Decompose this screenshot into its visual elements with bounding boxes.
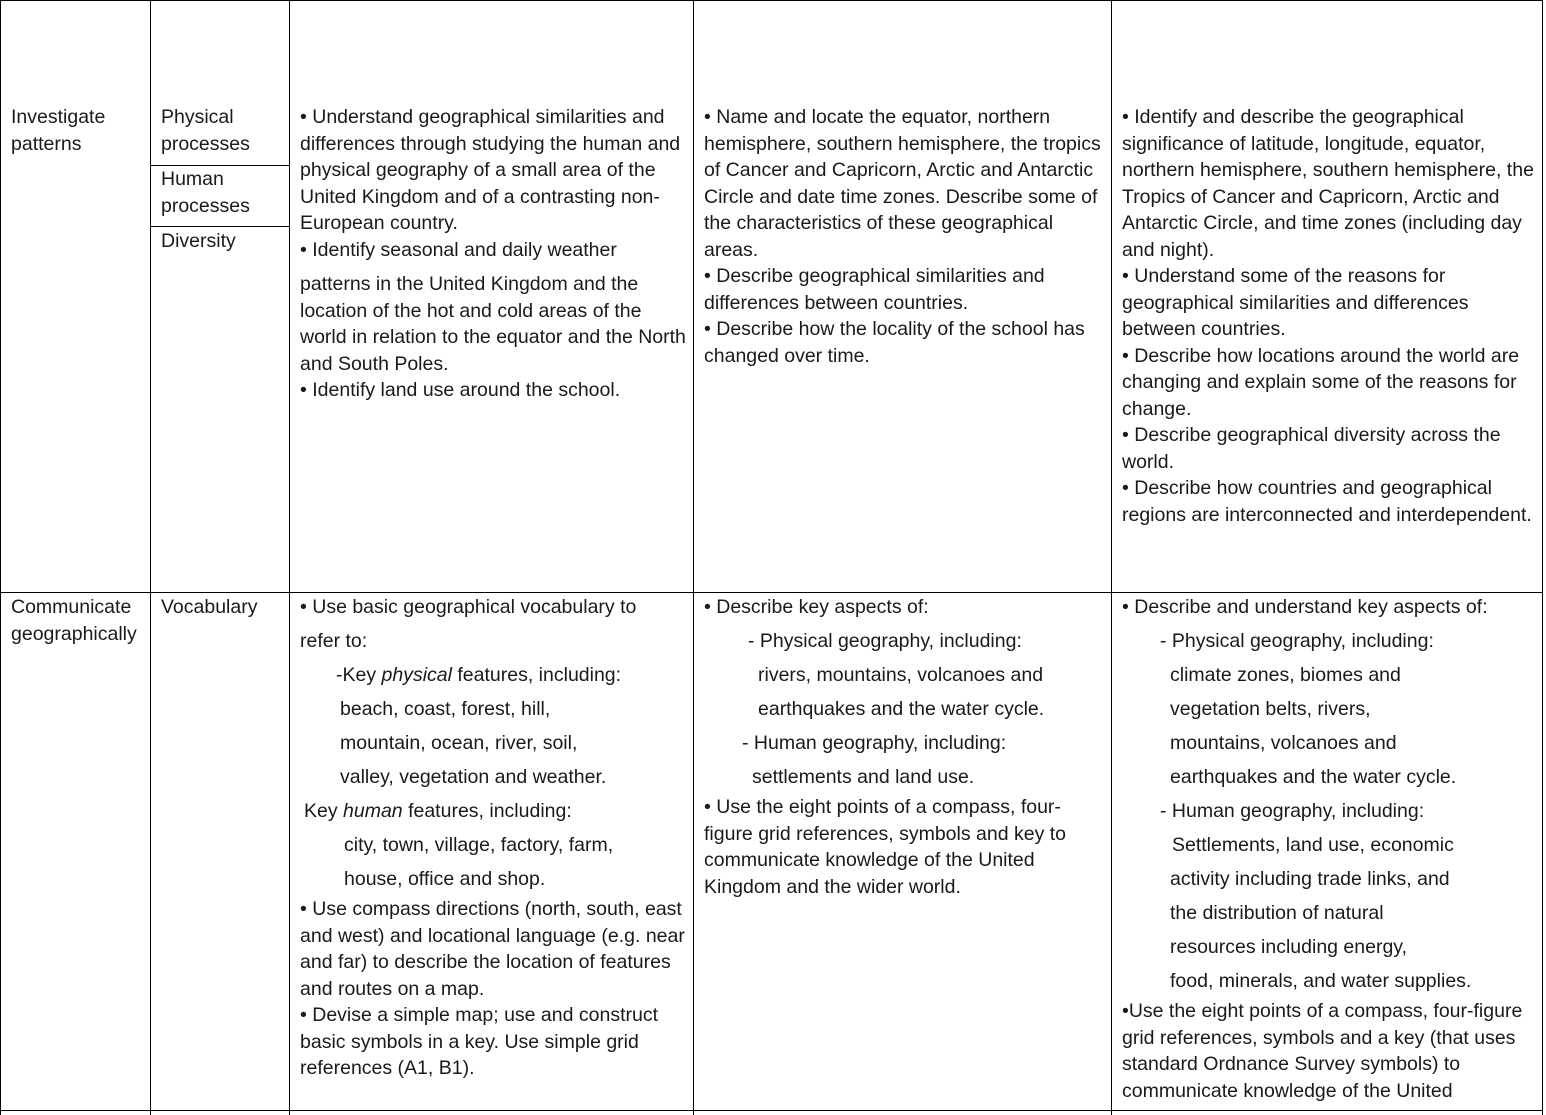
sub-item-label: Physical processes: [161, 106, 250, 155]
objective-line: rivers, mountains, volcanoes and: [758, 664, 1044, 686]
objective-line: resources including energy,: [1170, 936, 1408, 958]
sub-item: [161, 594, 285, 621]
objective-bullet-continued: patterns in the United Kingdom and the location of the hot and cold areas of the world in relation to the equator and the North and South Poles.: [300, 273, 686, 375]
objective-line: beach, coast, forest, hill,: [340, 698, 551, 720]
column-divider: [1111, 0, 1112, 1115]
table-border-bottom: [0, 1110, 1543, 1111]
sub-item-label: Diversity: [161, 230, 236, 252]
row-heading-text: Communicate geographically: [11, 596, 137, 645]
objective-line: settlements and land use.: [752, 766, 975, 788]
sub-item-label: Vocabulary: [161, 596, 258, 618]
objectives-cell-ks1: [300, 590, 686, 1082]
objective-line: city, town, village, factory, farm,: [344, 834, 614, 856]
objectives-cell-ks1: [300, 104, 686, 404]
objective-bullet: • Describe geographical similarities and differences between countries.: [704, 265, 1045, 314]
objective-bullet: • Understand some of the reasons for geographical similarities and differences between countries.: [1122, 265, 1469, 340]
objective-line: - Human geography, including:: [742, 732, 1007, 754]
objectives-cell-uks2: [1122, 104, 1536, 528]
objective-line: Settlements, land use, economic: [1172, 834, 1454, 856]
objective-line: mountain, ocean, river, soil,: [340, 732, 578, 754]
objective-line: [300, 794, 686, 828]
objective-bullet: • Describe how the locality of the school has changed over time.: [704, 318, 1085, 367]
line-text: -Key: [336, 664, 382, 686]
objective-line: refer to:: [300, 630, 368, 652]
objective-line: vegetation belts, rivers,: [1170, 698, 1371, 720]
table-border-right: [1542, 0, 1543, 1115]
sub-item: [161, 166, 285, 219]
emphasis-text: physical: [381, 664, 452, 686]
objective-line: valley, vegetation and weather.: [340, 766, 607, 788]
objective-line: house, office and shop.: [344, 868, 546, 890]
objective-bullet: • Use compass directions (north, south, east and west) and locational language (e.g. near and far) to describe the location of features and routes on a map.: [300, 898, 685, 1000]
objective-line: mountains, volcanoes and: [1170, 732, 1397, 754]
objective-line: earthquakes and the water cycle.: [1170, 766, 1457, 788]
objective-bullet: • Describe and understand key aspects of:: [1122, 596, 1488, 618]
line-text: Key: [304, 800, 344, 822]
sub-item: [161, 228, 285, 255]
objectives-cell-uks2: [1122, 590, 1536, 1104]
emphasis-text: human: [343, 800, 403, 822]
objective-line: climate zones, biomes and: [1170, 664, 1401, 686]
table-border-top: [0, 0, 1543, 1]
objective-bullet: • Identify and describe the geographical significance of latitude, longitude, equator, northern hemisphere, southern hemisphere, the Tropics of Cancer and Capricorn, Arctic and Antarctic Circle, and time zones (including day and night).: [1122, 106, 1534, 261]
objective-bullet: • Understand geographical similarities and differences through studying the human and physical geography of a small area of the United Kingdom and of a contrasting non-European country.: [300, 106, 681, 234]
objectives-cell-lks2: [704, 590, 1104, 900]
sub-item: [161, 104, 285, 157]
objective-line: earthquakes and the water cycle.: [758, 698, 1045, 720]
objective-bullet: • Describe how countries and geographical regions are interconnected and interdependent.: [1122, 477, 1532, 526]
sub-item-divider: [151, 226, 289, 227]
row-heading: [11, 104, 143, 157]
objective-bullet: • Identify seasonal and daily weather: [300, 238, 617, 261]
objective-bullet: • Describe key aspects of:: [704, 596, 929, 618]
objective-line: - Physical geography, including:: [748, 630, 1022, 652]
row-heading-text: Investigate patterns: [11, 106, 106, 155]
sub-item-label: Human processes: [161, 168, 250, 217]
objective-line: the distribution of natural: [1170, 902, 1384, 924]
row-heading: [11, 594, 147, 647]
table-border-left: [0, 0, 1, 1115]
objective-line: - Human geography, including:: [1160, 800, 1425, 822]
objective-bullet: • Use basic geographical vocabulary to: [300, 596, 637, 618]
objective-line: [300, 658, 686, 692]
objective-bullet: • Use the eight points of a compass, four-figure grid references, symbols and key to communicate knowledge of the United Kingdom and the wider world.: [704, 796, 1067, 898]
line-text: features, including:: [451, 664, 622, 686]
objective-line: activity including trade links, and: [1170, 868, 1450, 890]
column-divider: [693, 0, 694, 1115]
column-divider: [150, 0, 151, 1115]
objective-bullet: • Devise a simple map; use and construct basic symbols in a key. Use simple grid references (A1, B1).: [300, 1004, 658, 1079]
objective-bullet: • Name and locate the equator, northern hemisphere, southern hemisphere, the tropics of Cancer and Capricorn, Arctic and Antarctic Circle and date time zones. Describe some of the characteristics of these geographical areas.: [704, 106, 1101, 261]
objectives-cell-lks2: [704, 104, 1104, 369]
objective-bullet: • Describe how locations around the world are changing and explain some of the reasons for change.: [1122, 344, 1520, 420]
line-text: features, including:: [402, 800, 572, 822]
objective-bullet: •Use the eight points of a compass, four-figure grid references, symbols and a key (that uses standard Ordnance Survey symbols) to communicate knowledge of the United: [1122, 1000, 1523, 1102]
objective-line: food, minerals, and water supplies.: [1170, 970, 1472, 992]
column-divider: [289, 0, 290, 1115]
objective-bullet: • Describe geographical diversity across the world.: [1122, 424, 1501, 473]
objective-line: - Physical geography, including:: [1160, 630, 1434, 652]
objective-bullet: • Identify land use around the school.: [300, 379, 621, 401]
